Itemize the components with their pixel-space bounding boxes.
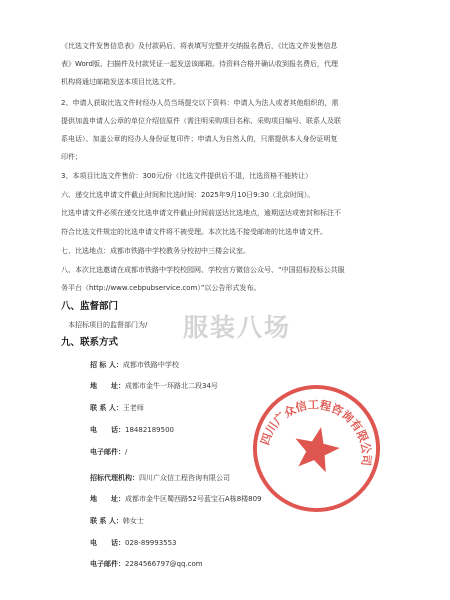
body-line: 《比选文件发售信息表》及付款码后，将表填写完整并交纳报名费后，《比选文件发售信息 [61, 42, 338, 50]
agent-phone-row [90, 538, 177, 548]
body-line: 机构将通过邮箱发送本项目比选文件。 [61, 78, 180, 86]
body-line: 符合比选文件规定的比选申请文件将不被受理。本次比选不接受邮寄的比选申请文件。 [61, 228, 327, 236]
body-line: 印件； [61, 153, 82, 161]
seal-ring-text: 四川广众信工程咨询有限公司 [257, 397, 374, 467]
body-line: 比选申请文件必须在递交比选申请文件截止时间前送达比选地点，逾期送达或密封和标注不 [61, 209, 341, 217]
purchaser-name-row [90, 360, 179, 370]
purchaser-contact-row [90, 403, 144, 413]
agent-contact-row [90, 516, 144, 526]
body-line: 表》Word版、扫描件及付款凭证一起发送该邮箱。待资料合格并确认收到报名费后，代理 [61, 60, 338, 68]
purchaser-email-row [90, 447, 127, 457]
purchaser-contact: 王老师 [122, 404, 144, 412]
watermark: 服装八场 [183, 313, 292, 342]
body-line: 2、申请人获取比选文件时经办人员当场提交以下资料：申请人为法人或者其他组织的，需 [61, 99, 339, 107]
field-label: 联 系 人： [90, 517, 123, 525]
field-label: 招 标 人： [90, 361, 123, 369]
body-line: 七、比选地点：成都市铁路中学校教务分校初中三楼会议室。 [61, 247, 250, 255]
body-line: 六、递交比选申请文件截止时间和比选时间：2025年9月10日9:30（北京时间）。 [61, 191, 315, 199]
section-heading-contact: 九、联系方式 [61, 337, 119, 348]
agent-name: 四川广众信工程咨询有限公司 [139, 474, 230, 482]
purchaser-email: / [125, 448, 128, 456]
agent-contact: 韩女士 [122, 517, 144, 525]
purchaser-address: 成都市金牛一环路北二段34号 [125, 382, 218, 390]
agent-address: 成都市金牛区蜀西路52号蓝宝石A栋8楼809 [125, 495, 262, 503]
body-line: 提供加盖申请人公章的单位介绍信原件（需注明采购项目名称、采购项目编号、联系人及联 [61, 117, 341, 125]
agent-email: 2284566797@qq.com [125, 560, 203, 568]
agent-address-row [90, 494, 262, 504]
official-seal [247, 379, 386, 518]
field-label: 电 话： [90, 539, 125, 547]
body-line: 八、本次比选邀请在成都市铁路中学校校园网、学校官方微信公众号、“中国招标投标公共服 [61, 266, 345, 274]
agent-phone: 028-89993553 [125, 539, 177, 547]
section-heading-supervision: 八、监督部门 [61, 301, 119, 312]
agent-name-row [90, 473, 230, 483]
field-label: 招标代理机构： [90, 474, 139, 482]
seal-star-icon [290, 422, 343, 474]
body-line: 务平台（http://www.cebpubservice.com）”以公告形式发布。 [61, 284, 261, 292]
purchaser-name: 成都市铁路中学校 [122, 361, 179, 369]
field-label: 电子邮件： [90, 560, 125, 568]
purchaser-phone-row [90, 425, 174, 435]
field-label: 电 话： [90, 426, 125, 434]
field-label: 地 址： [90, 495, 125, 503]
purchaser-address-row [90, 381, 218, 391]
supervision-text: 本招标项目的监督部门为/ [68, 321, 148, 329]
purchaser-phone: 18482189500 [125, 426, 174, 434]
field-label: 电子邮件： [90, 448, 125, 456]
field-label: 地 址： [90, 382, 125, 390]
body-line: 系电话）、加盖公章的经办人身份证复印件；申请人为自然人的，只需提供本人身份证明复 [61, 135, 338, 143]
agent-email-row [90, 559, 203, 569]
body-line: 3、本项目比选文件售价：300元/份（比选文件提供后不退，比选资格不能转让） [61, 172, 313, 180]
field-label: 联 系 人： [90, 404, 123, 412]
